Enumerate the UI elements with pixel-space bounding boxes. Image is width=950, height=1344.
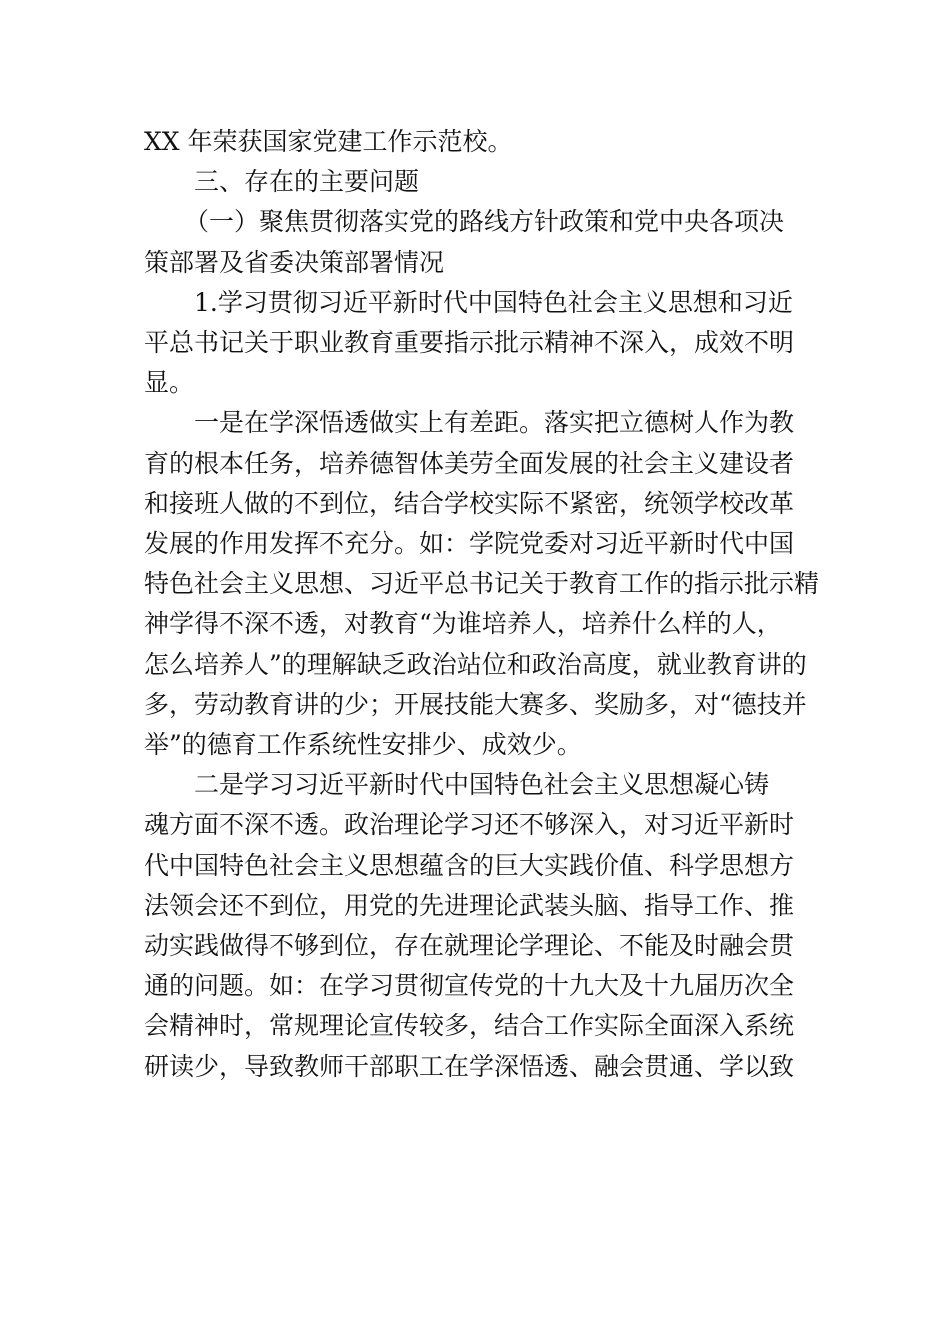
text-line: 神学得不深不透，对教育“为谁培养人，培养什么样的人， <box>144 609 782 639</box>
text-line: 育的根本任务，培养德智体美劳全面发展的社会主义建设者 <box>144 448 795 478</box>
text-line: 平总书记关于职业教育重要指示批示精神不深入，成效不明 <box>144 328 795 358</box>
text-line: （一）聚焦贯彻落实党的路线方针政策和党中央各项决 <box>184 207 785 237</box>
text-line: 特色社会主义思想、习近平总书记关于教育工作的指示批示精 <box>144 569 820 599</box>
document-body <box>144 122 824 1087</box>
section-heading-main-problems <box>144 162 824 202</box>
text-line: 策部署及省委决策部署情况 <box>144 247 445 277</box>
text-line: 1.学习贯彻习近平新时代中国特色社会主义思想和习近 <box>194 287 793 317</box>
text-line: 动实践做得不够到位，存在就理论学理论、不能及时融会贯 <box>144 931 795 961</box>
paragraph-point-one <box>144 403 824 765</box>
text-line: 发展的作用发挥不充分。如：学院党委对习近平新时代中国 <box>144 529 795 559</box>
text-line: 法领会还不到位，用党的先进理论武装头脑、指导工作、推 <box>144 890 795 920</box>
paragraph-point-two <box>144 765 824 1087</box>
text-line: 一是在学深悟透做实上有差距。落实把立德树人作为教 <box>194 408 795 438</box>
text-line: 通的问题。如：在学习贯彻宣传党的十九大及十九届历次全 <box>144 971 795 1001</box>
text-line: 魂方面不深不透。政治理论学习还不够深入，对习近平新时 <box>144 810 795 840</box>
subsection-heading-1 <box>144 202 824 282</box>
text-line: 研读少，导致教师干部职工在学深悟透、融会贯通、学以致 <box>144 1051 795 1081</box>
text-line: 怎么培养人”的理解缺乏政治站位和政治高度，就业教育讲的 <box>144 649 807 679</box>
paragraph-award <box>144 122 824 162</box>
text-line: 会精神时，常规理论宣传较多，结合工作实际全面深入系统 <box>144 1011 795 1041</box>
text-line: 代中国特色社会主义思想蕴含的巨大实践价值、科学思想方 <box>144 850 795 880</box>
text-line: XX 年荣获国家党建工作示范校。 <box>144 127 513 156</box>
text-line: 举”的德育工作系统性安排少、成效少。 <box>144 730 582 760</box>
item-heading-1 <box>144 283 824 404</box>
text-line: 二是学习习近平新时代中国特色社会主义思想凝心铸 <box>194 770 770 800</box>
text-line: 显。 <box>144 368 195 398</box>
text-line: 多，劳动教育讲的少；开展技能大赛多、奖励多，对“德技并 <box>144 689 807 719</box>
text-line: 和接班人做的不到位，结合学校实际不紧密，统领学校改革 <box>144 488 795 518</box>
text-line: 三、存在的主要问题 <box>194 167 420 197</box>
